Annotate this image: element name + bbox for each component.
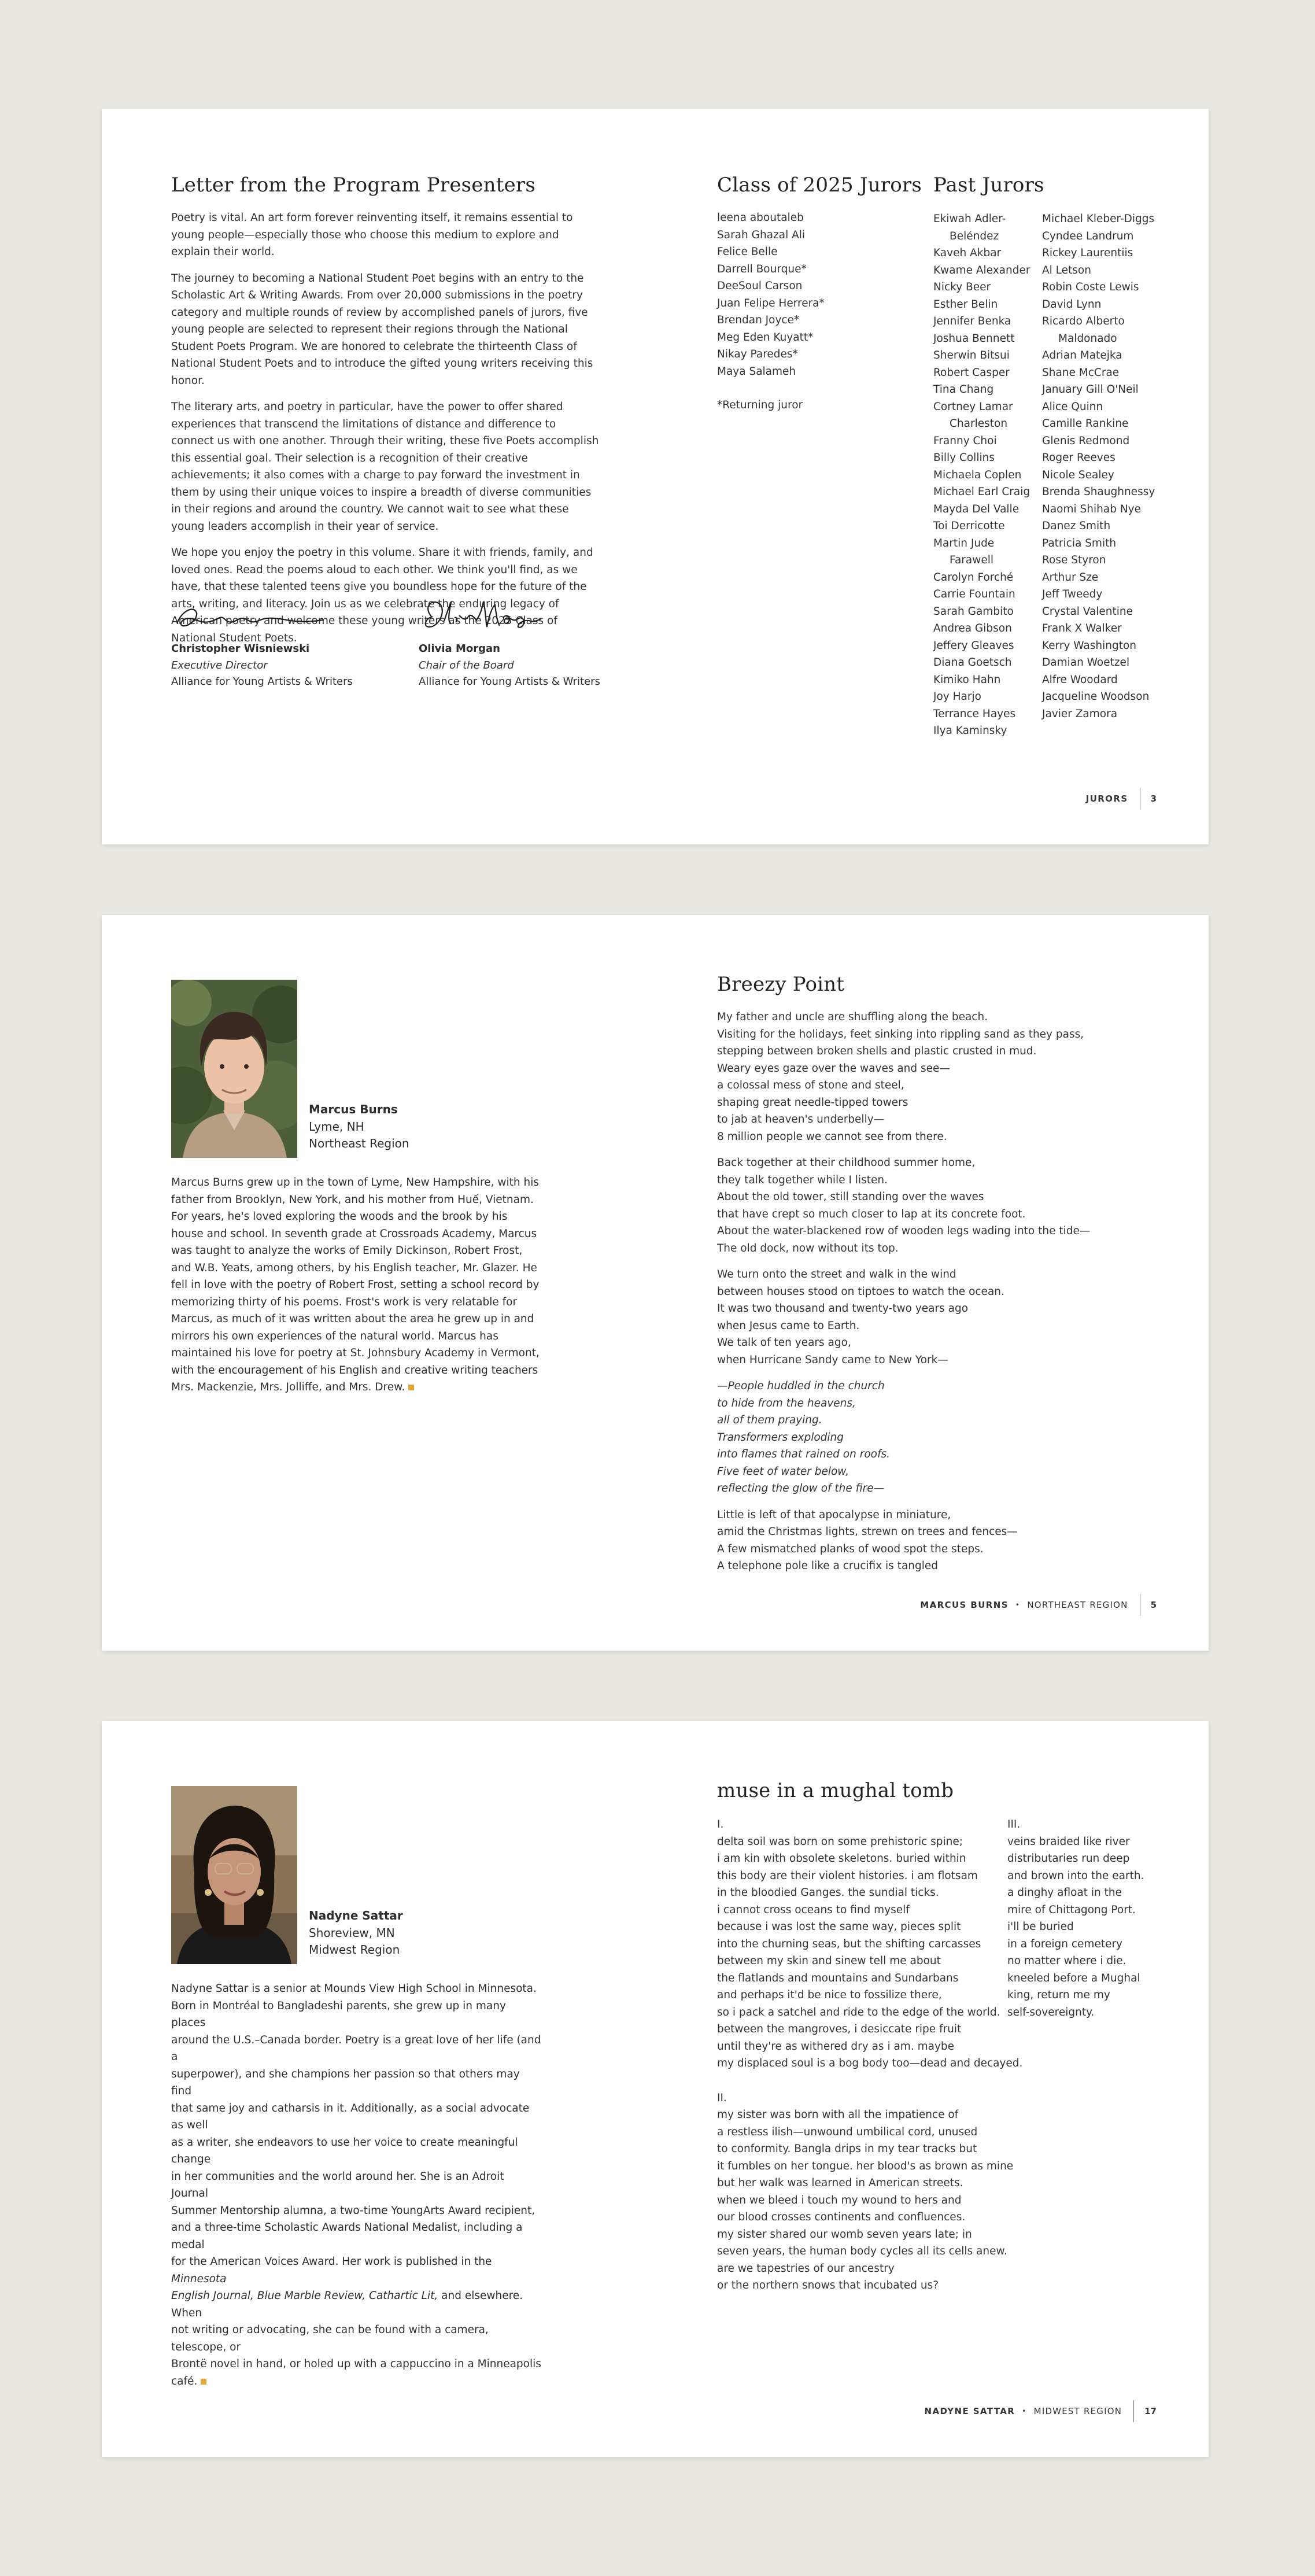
poem-line: My father and uncle are shuffling along the beach. <box>717 1011 988 1023</box>
poem-line: when Jesus came to Earth. <box>717 1319 860 1332</box>
poet-region: Midwest Region <box>309 1943 400 1957</box>
past-juror-name: Rose Styron <box>1042 554 1106 566</box>
poet-byline <box>309 1101 409 1153</box>
past-juror-name: Sherwin Bitsui <box>933 349 1010 361</box>
past-juror-name: Patricia Smith <box>1042 537 1117 549</box>
footer-region: NORTHEAST REGION <box>1027 1600 1128 1610</box>
past-juror-name: Robert Casper <box>933 366 1010 379</box>
bio-line <box>171 1980 541 1998</box>
bio-line <box>171 2168 541 2202</box>
past-juror-name: Jeffery Gleaves <box>933 639 1014 652</box>
bio-line <box>171 2134 541 2168</box>
bio-line <box>171 2287 541 2322</box>
poem-line: when Hurricane Sandy came to New York— <box>717 1353 948 1366</box>
past-juror-name: Kimiko Hahn <box>933 673 1001 686</box>
bio-text: not writing or advocating, she can be found with a camera, telescope, or <box>171 2324 489 2353</box>
poem-line: reflecting the glow of the fire— <box>717 1482 885 1494</box>
poem-line: that have crept so much closer to lap at its concrete foot. <box>717 1208 1026 1220</box>
footer-region: MIDWEST REGION <box>1033 2406 1122 2416</box>
poem-line: this body are their violent histories. i am flotsam <box>717 1869 978 1882</box>
footer-divider <box>1133 2400 1134 2422</box>
past-juror-name: Nicky Beer <box>933 281 991 293</box>
poem-stanza <box>717 1507 1180 1575</box>
bio-text: as a writer, she endeavors to use her voice to create meaningful change <box>171 2136 518 2165</box>
poem-line: i am kin with obsolete skeletons. buried within <box>717 1852 966 1865</box>
poem-section-label: III. <box>1007 1818 1021 1830</box>
poem-stanza <box>717 1266 1180 1368</box>
poem-line: i cannot cross oceans to find myself <box>717 1903 910 1916</box>
past-juror-name: Cyndee Landrum <box>1042 230 1134 242</box>
juror-name: Brendan Joyce* <box>717 314 800 326</box>
poem-section-label: II. <box>717 2091 727 2104</box>
poet-bio <box>171 1174 541 1396</box>
poem-line: —People huddled in the church <box>717 1380 885 1392</box>
letter-paragraph: We hope you enjoy the poetry in this volume. Share it with friends, family, and loved ones. Read the poems aloud to each other. We think you'll find, as we have, that these talented teens give you boundless hope for the future of the arts, writing, and literacy. Join us as we celebrate the enduring legacy of American poetry and welcome these young writers as the 2025 Class of National Student Poets. <box>171 547 593 644</box>
poem-line: a colossal mess of stone and steel, <box>717 1079 904 1091</box>
past-juror-name: Joy Harjo <box>933 691 981 703</box>
page-number: 17 <box>1144 2406 1157 2416</box>
past-jurors-section <box>933 174 1176 737</box>
bio-text: Marcus Burns grew up in the town of Lyme, New Hampshire, with his father from Brooklyn, New York, and his mother from Huế, Vietnam. For years, he's loved exploring the woods and the brook by his house and school. In seventh grade at Crossroads Academy, Marcus was taught to analyze the works of Emily Dickinson, Robert Frost, and W.B. Yeats, among others, by his English teacher, Mr. Glazer. He fell in love with the poetry of Robert Frost, setting a school record by memorizing thirty of his poems. Frost's work is very relatable for Marcus, as much of it was written about the area he grew up in and mirrors his own experiences of the natural world. Marcus has maintained his love for poetry at St. Johnsbury Academy in Vermont, with the encouragement of his English and creative writing teachers Mrs. Mackenzie, Mrs. Jolliffe, and Mrs. Drew. <box>171 1176 540 1393</box>
poem-line: my displaced soul is a bog body too—dead and decayed. <box>717 2057 1023 2069</box>
poem-line: shaping great needle-tipped towers <box>717 1096 908 1109</box>
poem-line: king, return me my <box>1007 1989 1110 2001</box>
past-juror-name: Sarah Gambito <box>933 605 1014 618</box>
poem-line: so i pack a satchel and ride to the edge of the world. <box>717 2006 1000 2018</box>
past-juror-name: Kaveh Akbar <box>933 247 1002 259</box>
poem-stanza <box>717 1154 1180 1257</box>
past-juror-name: Glenis Redmond <box>1042 434 1130 447</box>
poet-location: Lyme, NH <box>309 1119 364 1134</box>
past-juror-name: January Gill O'Neil <box>1042 383 1139 396</box>
bio-text: superpower), and she champions her passion so that others may find <box>171 2068 520 2097</box>
poem-line: to jab at heaven's underbelly— <box>717 1113 885 1125</box>
bio-text: Nadyne Sattar is a senior at Mounds View High School in Minnesota. <box>171 1983 537 1995</box>
bio-line <box>171 2253 541 2287</box>
past-juror-name: Alfre Woodard <box>1042 673 1118 686</box>
poem-line: amid the Christmas lights, strewn on trees and fences— <box>717 1526 1018 1538</box>
poem-line: We turn onto the street and walk in the wind <box>717 1268 956 1280</box>
poem-part-1-2 <box>717 1816 1029 2304</box>
poem-body <box>717 1009 1180 1575</box>
past-juror-name: Mayda Del Valle <box>933 503 1020 515</box>
poem-line: and brown into the earth. <box>1007 1869 1144 1882</box>
past-juror-name: Esther Belin <box>933 298 998 311</box>
poem-line: into flames that rained on roofs. <box>717 1448 890 1460</box>
poet-name: Nadyne Sattar <box>309 1909 403 1922</box>
bio-line <box>171 2100 541 2134</box>
poem-line: A few mismatched planks of wood spot the steps. <box>717 1542 984 1555</box>
page-footer <box>1086 788 1157 810</box>
bio-line <box>171 2356 541 2390</box>
poem-section <box>717 973 1180 1584</box>
poem-line: in the bloodied Ganges. the sundial ticks. <box>717 1887 939 1899</box>
past-jurors-heading: Past Jurors <box>933 174 1044 197</box>
poem-line: in a foreign cemetery <box>1007 1937 1123 1950</box>
signature-wisniewski <box>171 593 327 637</box>
past-juror-name: Shane McCrae <box>1042 366 1120 379</box>
juror-name: DeeSoul Carson <box>717 280 803 292</box>
poem-line: when we bleed i touch my wound to hers and <box>717 2194 962 2206</box>
past-juror-name: Crystal Valentine <box>1042 605 1133 618</box>
signer-name: Olivia Morgan <box>419 643 500 655</box>
poem-line: but her walk was learned in American streets. <box>717 2177 963 2189</box>
letter-body <box>171 209 599 647</box>
poem-part-1 <box>717 1816 1029 2072</box>
juror-name: Maya Salameh <box>717 365 796 378</box>
page-footer <box>925 2400 1157 2422</box>
poem-line: a restless ilish—unwound umbilical cord, unused <box>717 2125 978 2138</box>
poem-line: veins braided like river <box>1007 1835 1130 1848</box>
past-juror-name: Naomi Shihab Nye <box>1042 503 1141 515</box>
poem-line: Transformers exploding <box>717 1431 844 1444</box>
bio-text: that same joy and catharsis in it. Additionally, as a social advocate as well <box>171 2102 530 2131</box>
poem-part-3 <box>1007 1816 1158 2021</box>
signer-2 <box>419 593 627 691</box>
poem-line: between my skin and sinew tell me about <box>717 1955 941 1967</box>
past-juror-name: Jacqueline Woodson <box>1042 691 1150 703</box>
past-juror-name: David Lynn <box>1042 298 1102 311</box>
past-juror-name: Charleston <box>950 418 1008 430</box>
poem-part-2 <box>717 2090 1029 2294</box>
poem-stanza <box>717 1009 1180 1145</box>
bio-line <box>171 2322 541 2356</box>
past-juror-name: Jeff Tweedy <box>1042 588 1103 600</box>
juror-name: Juan Felipe Herrera* <box>717 297 825 309</box>
poem-line: mire of Chittagong Port. <box>1007 1903 1136 1916</box>
poet-name: Marcus Burns <box>309 1102 398 1116</box>
past-juror-name: Kwame Alexander <box>933 264 1030 276</box>
past-juror-name: Maldonado <box>1058 332 1117 345</box>
page-nadyne-sattar <box>102 1721 1209 2457</box>
past-juror-name: Danez Smith <box>1042 520 1111 532</box>
signer-1 <box>171 593 379 691</box>
poem-line: and perhaps it'd be nice to fossilize there, <box>717 1989 942 2001</box>
poem-line: delta soil was born on some prehistoric spine; <box>717 1835 963 1848</box>
bio-text: Summer Mentorship alumna, a two-time YoungArts Award recipient, <box>171 2204 535 2217</box>
poem-line: all of them praying. <box>717 1414 822 1426</box>
poet-portrait-nadyne <box>171 1786 297 1964</box>
poem-line: or the northern snows that incubated us? <box>717 2279 939 2291</box>
bio-publication: Minnesota <box>171 2272 227 2285</box>
past-juror-name: Michaela Coplen <box>933 468 1022 481</box>
juror-name: Meg Eden Kuyatt* <box>717 331 814 344</box>
poem-line: It was two thousand and twenty-two years ago <box>717 1302 969 1315</box>
end-mark-icon <box>201 2379 206 2385</box>
letter-paragraph: Poetry is vital. An art form forever reinventing itself, it remains essential to young people—especially those who choose this medium to explore and explain their world. <box>171 212 573 258</box>
signer-org: Alliance for Young Artists & Writers <box>171 676 353 688</box>
letter-paragraph: The journey to becoming a National Student Poet begins with an entry to the Scholastic Art & Writing Awards. From over 20,000 submissions in the poetry category and multiple rounds of review by accomplished panels of jurors, five young people are selected to represent their regions through the National Student Poets Program. We are honored to celebrate the thirteenth Class of National Student Poets and to introduce the gifted young writers receiving this honor. <box>171 272 593 387</box>
past-juror-name: Brenda Shaughnessy <box>1042 486 1155 498</box>
letter-heading: Letter from the Program Presenters <box>171 174 535 197</box>
poem-line: About the old tower, still standing over the waves <box>717 1191 984 1203</box>
past-juror-name: Billy Collins <box>933 452 995 464</box>
past-juror-name: Michael Earl Craig <box>933 486 1030 498</box>
past-juror-name: Damian Woetzel <box>1042 656 1130 669</box>
signer-org: Alliance for Young Artists & Writers <box>419 676 600 688</box>
bio-line <box>171 2066 541 2100</box>
past-juror-name: Carrie Fountain <box>933 588 1015 600</box>
footer-poet-name: MARCUS BURNS <box>920 1600 1009 1610</box>
past-juror-name: Arthur Sze <box>1042 571 1099 584</box>
page-jurors <box>102 109 1209 844</box>
past-juror-name: Ricardo Alberto <box>1042 315 1125 327</box>
poem-line: stepping between broken shells and plastic crusted in mud. <box>717 1045 1037 1057</box>
poet-byline <box>309 1907 403 1959</box>
poem-title: Breezy Point <box>717 973 845 996</box>
poem-title: muse in a mughal tomb <box>717 1779 954 1802</box>
bio-line <box>171 2219 541 2253</box>
past-juror-name: Ilya Kaminsky <box>933 725 1007 737</box>
past-juror-name: Cortney Lamar <box>933 400 1013 413</box>
past-juror-name: Franny Choi <box>933 434 997 447</box>
bio-text: for the American Voices Award. Her work is published in the <box>171 2256 492 2268</box>
past-juror-name: Andrea Gibson <box>933 622 1012 634</box>
poem-line: 8 million people we cannot see from there. <box>717 1130 947 1143</box>
past-juror-name: Alice Quinn <box>1042 400 1103 413</box>
poem-section-label: I. <box>717 1818 724 1830</box>
poem-section <box>717 1779 1180 2291</box>
poem-line: self-sovereignty. <box>1007 2006 1095 2018</box>
poem-line: it fumbles on her tongue. her blood's as brown as mine <box>717 2160 1014 2172</box>
bio-text: Born in Montréal to Bangladeshi parents, she grew up in many places <box>171 1999 506 2029</box>
past-juror-name: Al Letson <box>1042 264 1091 276</box>
past-juror-name: Javier Zamora <box>1042 707 1118 720</box>
page-footer <box>920 1594 1157 1616</box>
footer-poet-name: NADYNE SATTAR <box>924 2406 1015 2416</box>
bio-text: in her communities and the world around her. She is an Adroit Journal <box>171 2170 504 2199</box>
signer-title: Executive Director <box>171 659 268 671</box>
past-juror-name: Rickey Laurentiis <box>1042 247 1133 259</box>
bio-text: and a three-time Scholastic Awards National Medalist, including a medal <box>171 2221 523 2251</box>
juror-name: Sarah Ghazal Ali <box>717 228 806 241</box>
class-jurors-list <box>717 209 925 380</box>
poet-region: Northeast Region <box>309 1136 409 1150</box>
past-juror-name: Tina Chang <box>933 383 994 396</box>
poem-line: they talk together while I listen. <box>717 1173 888 1186</box>
past-juror-name: Adrian Matejka <box>1042 349 1122 361</box>
poem-line: between the mangroves, i desiccate ripe fruit <box>717 2023 962 2035</box>
poem-stanza <box>717 1378 1180 1497</box>
past-juror-name: Terrance Hayes <box>933 707 1016 720</box>
juror-name: Darrell Bourque* <box>717 263 807 275</box>
past-juror-name: Robin Coste Lewis <box>1042 281 1139 293</box>
poem-line: into the churning seas, but the shifting carcasses <box>717 1937 981 1950</box>
class-jurors-heading: Class of 2025 Jurors <box>717 174 922 197</box>
poem-line: Weary eyes gaze over the waves and see— <box>717 1062 950 1075</box>
bio-text: around the U.S.–Canada border. Poetry is a great love of her life (and a <box>171 2034 541 2063</box>
poem-line: A telephone pole like a crucifix is tangled <box>717 1560 939 1572</box>
past-jurors-column-2 <box>1042 211 1155 722</box>
poet-portrait-marcus <box>171 980 297 1158</box>
poem-line: Back together at their childhood summer home, <box>717 1157 976 1169</box>
poem-line: seven years, the human body cycles all its cells anew. <box>717 2245 1007 2257</box>
poem-line: no matter where i die. <box>1007 1955 1126 1967</box>
footer-bullet: • <box>1022 2407 1027 2415</box>
poem-line: Visiting for the holidays, feet sinking into rippling sand as they pass, <box>717 1028 1084 1040</box>
past-juror-name: Toi Derricotte <box>933 520 1005 532</box>
juror-name: Nikay Paredes* <box>717 348 798 360</box>
footer-bullet: • <box>1015 1601 1021 1609</box>
bio-line <box>171 2032 541 2066</box>
juror-name: Felice Belle <box>717 246 778 258</box>
bio-publication: English Journal, Blue Marble Review, Cathartic Lit, <box>171 2290 438 2302</box>
past-juror-name: Frank X Walker <box>1042 622 1122 634</box>
poem-line: my sister shared our womb seven years late; in <box>717 2228 972 2241</box>
past-juror-name: Camille Rankine <box>1042 418 1129 430</box>
poem-line: distributaries run deep <box>1007 1852 1130 1865</box>
poet-location: Shoreview, MN <box>309 1925 395 1940</box>
poem-line: the flatlands and mountains and Sundarbans <box>717 1972 959 1984</box>
end-mark-icon <box>408 1385 414 1390</box>
letter-section <box>171 174 599 656</box>
poem-line: We talk of ten years ago, <box>717 1337 851 1349</box>
poem-line: About the water-blackened row of wooden legs wading into the tide— <box>717 1225 1091 1237</box>
poem-line: my sister was born with all the impatience of <box>717 2109 959 2121</box>
poem-line: i'll be buried <box>1007 1921 1074 1933</box>
poem-line: a dinghy afloat in the <box>1007 1887 1122 1899</box>
past-juror-name: Joshua Bennett <box>933 332 1015 345</box>
past-juror-name: Beléndez <box>950 230 999 242</box>
footer-section: JURORS <box>1085 794 1128 804</box>
class-jurors-section <box>717 174 925 414</box>
past-juror-name: Diana Goetsch <box>933 656 1012 669</box>
poem-line: to hide from the heavens, <box>717 1397 856 1409</box>
poem-line: because i was lost the same way, pieces split <box>717 1921 961 1933</box>
past-juror-name: Michael Kleber-Diggs <box>1042 213 1155 225</box>
past-juror-name: Ekiwah Adler- <box>933 213 1006 225</box>
poem-line: are we tapestries of our ancestry <box>717 2262 895 2275</box>
signer-title: Chair of the Board <box>419 659 514 671</box>
poem-line: kneeled before a Mughal <box>1007 1972 1140 1984</box>
letter-paragraph: The literary arts, and poetry in particular, have the power to offer shared experiences that transcend the limitations of distance and difference to connect us with one another. Through their writing, these five Poets accomplish this essential goal. Their selection is a recognition of their creative achievements; it also comes with a charge to pay forward the investment in them by using their unique voices to inspire a breadth of diverse communities in their regions and around the country. We cannot wait to see what these young leaders accomplish in their year of service. <box>171 401 599 533</box>
poem-line: our blood crosses continents and confluences. <box>717 2211 966 2223</box>
page-number: 5 <box>1150 1600 1157 1610</box>
poem-line: Little is left of that apocalypse in miniature, <box>717 1508 951 1521</box>
page-number: 3 <box>1150 794 1157 804</box>
poem-line: The old dock, now without its top. <box>717 1242 899 1254</box>
poem-line: Five feet of water below, <box>717 1465 849 1478</box>
poem-line: to conformity. Bangla drips in my tear tracks but <box>717 2143 977 2155</box>
signer-name: Christopher Wisniewski <box>171 643 310 655</box>
past-juror-name: Nicole Sealey <box>1042 468 1114 481</box>
past-juror-name: Farawell <box>950 554 994 566</box>
juror-name: leena aboutaleb <box>717 212 804 224</box>
bio-line <box>171 2202 541 2220</box>
returning-juror-note: *Returning juror <box>717 399 803 411</box>
poem-line: between houses stood on tiptoes to watch the ocean. <box>717 1285 1004 1298</box>
bio-text: and elsewhere. When <box>171 2290 523 2319</box>
page-marcus-burns <box>102 915 1209 1651</box>
bio-text: Brontë novel in hand, or holed up with a cappuccino in a Minneapolis café. <box>171 2358 541 2387</box>
poet-bio <box>171 1980 541 2390</box>
poem-line: until they're as withered dry as i am. maybe <box>717 2040 955 2053</box>
past-juror-name: Carolyn Forché <box>933 571 1014 584</box>
past-juror-name: Jennifer Benka <box>933 315 1011 327</box>
past-juror-name: Martin Jude <box>933 537 995 549</box>
past-jurors-column-1 <box>933 211 1030 740</box>
past-juror-name: Kerry Washington <box>1042 639 1137 652</box>
bio-line <box>171 1998 541 2032</box>
past-juror-name: Roger Reeves <box>1042 452 1115 464</box>
signature-morgan <box>419 593 546 637</box>
